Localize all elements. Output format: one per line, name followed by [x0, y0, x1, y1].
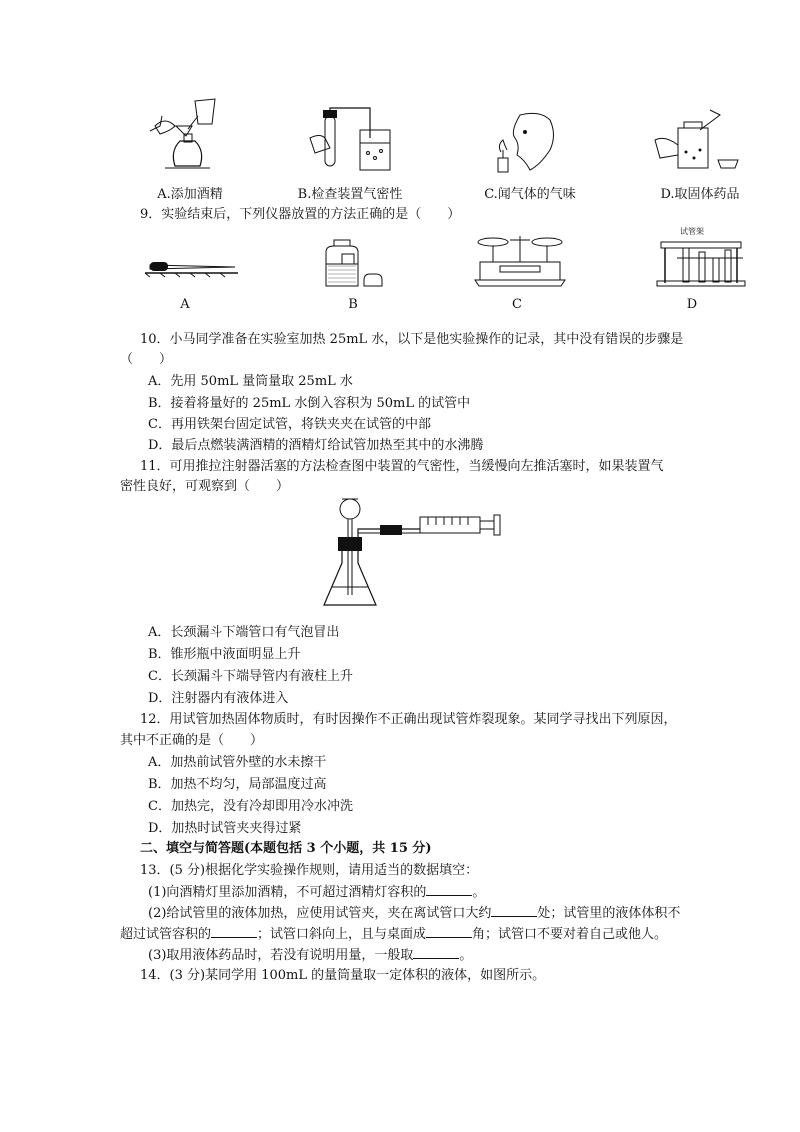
q9-option-b: B [348, 297, 358, 312]
answer-blank-5[interactable] [413, 946, 459, 959]
q13-part2-line2 [120, 925, 667, 944]
q11-option-a: A．长颈漏斗下端管口有气泡冒出 [148, 625, 340, 640]
figure-take-solid [650, 110, 740, 180]
q12-option-d: D．加热时试管夹夹得过紧 [148, 821, 302, 836]
q13-part1 [148, 883, 485, 902]
q10-option-c: C．再用铁架台固定试管，将铁夹夹在试管的中部 [148, 417, 431, 432]
q10-stem-line2: （ ） [120, 352, 173, 367]
answer-blank-1[interactable] [426, 883, 472, 896]
figure-q9-a-pipette [140, 255, 240, 280]
q13-stem: 13．(5 分)根据化学实验操作规则，请用适当的数据填空： [140, 863, 479, 878]
q13-part1-text: (1)向酒精灯里添加酒精，不可超过酒精灯容积的 [148, 885, 427, 900]
q12-stem-line2: 其中不正确的是（ ） [120, 733, 264, 748]
q12-option-c: C．加热完，没有冷却即用冷水冲洗 [148, 799, 353, 814]
q9-stem: 9．实验结束后，下列仪器放置的方法正确的是（ ） [140, 207, 461, 222]
answer-blank-4[interactable] [426, 925, 472, 938]
figure-smell-gas [495, 110, 565, 180]
q12-option-b: B．加热不均匀，局部温度过高 [148, 777, 327, 792]
q13-part3 [148, 946, 472, 965]
q13-part2-text-c: 超过试管容积的 [120, 927, 212, 942]
q13-part3-end: 。 [459, 948, 473, 963]
q10-option-d: D．最后点燃装满酒精的酒精灯给试管加热至其中的水沸腾 [148, 438, 484, 453]
q13-part2-text-b: 处；试管里的液体体积不 [537, 906, 681, 921]
q13-part2-line1 [148, 904, 680, 923]
q11-stem-line1: 11．可用推拉注射器活塞的方法检查图中装置的气密性，当缓慢向左推活塞时，如果装置气 [140, 459, 664, 474]
figure-adding-alcohol [140, 96, 230, 176]
q8-option-d-label: D.取固体药品 [660, 187, 740, 202]
figure-q11-apparatus [320, 495, 510, 611]
q12-option-a: A．加热前试管外壁的水未擦干 [148, 755, 327, 770]
q11-option-c: C．长颈漏斗下端导管内有液柱上升 [148, 669, 353, 684]
q13-part2-text-a: (2)给试管里的液体加热，应使用试管夹，夹在离试管口大约 [148, 906, 492, 921]
q13-part2-text-e: 角；试管口不要对着自己或他人。 [472, 927, 668, 942]
figure-q9-c-balance [475, 232, 565, 290]
answer-blank-3[interactable] [211, 925, 257, 938]
q9-option-a: A [180, 297, 190, 312]
q8-option-a-label: A.添加酒精 [157, 187, 223, 202]
answer-blank-2[interactable] [491, 904, 537, 917]
q13-part1-end: 。 [472, 885, 486, 900]
q10-option-a: A．先用 50mL 量筒量取 25mL 水 [148, 374, 353, 389]
q8-option-c-label: C.闻气体的气味 [484, 187, 576, 202]
figure-q9-b-bottle [320, 240, 390, 290]
q11-stem-line2: 密性良好，可观察到（ ） [120, 479, 290, 494]
q10-stem-line1: 10．小马同学准备在实验室加热 25mL 水，以下是他实验操作的记录，其中没有错误的步骤是 [140, 332, 684, 347]
q13-part2-text-d: ；试管口斜向上，且与桌面成 [257, 927, 427, 942]
q11-option-b: B．锥形瓶中液面明显上升 [148, 647, 301, 662]
q14-stem: 14．(3 分)某同学用 100mL 的量筒量取一定体积的液体，如图所示。 [140, 968, 546, 983]
q13-part3-text: (3)取用液体药品时，若没有说明用量，一般取 [148, 948, 414, 963]
q9-rack-label: 试管架 [680, 227, 704, 236]
q9-option-c: C [512, 297, 522, 312]
figure-airtightness-check [305, 108, 395, 178]
q8-option-b-label: B.检查装置气密性 [297, 187, 403, 202]
q12-stem-line1: 12．用试管加热固体物质时，有时因操作不正确出现试管炸裂现象。某同学寻找出下列原因， [140, 712, 677, 727]
section-2-title: 二、填空与简答题(本题包括 3 个小题，共 15 分) [140, 841, 432, 856]
figure-q9-d-rack [655, 228, 745, 290]
q10-option-b: B．接着将量好的 25mL 水倒入容积为 50mL 的试管中 [148, 396, 471, 411]
q11-option-d: D．注射器内有液体进入 [148, 691, 289, 706]
q9-option-d: D [686, 297, 698, 312]
